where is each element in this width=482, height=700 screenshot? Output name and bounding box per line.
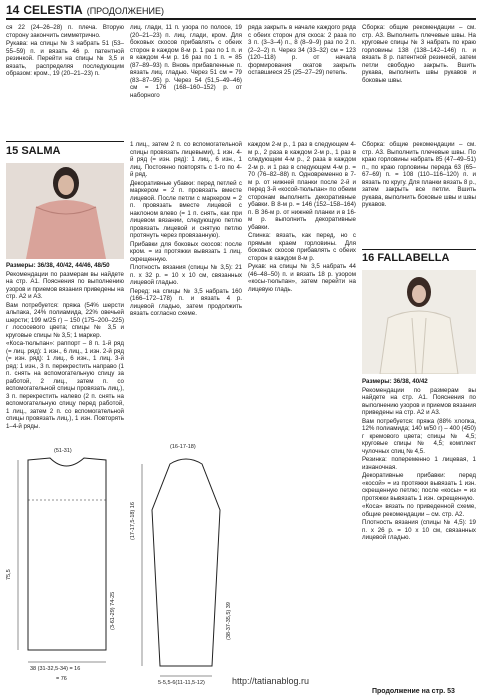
salma-column-right [248, 141, 356, 686]
section-16-heading [362, 252, 449, 264]
pattern-title: CELESTIA [23, 3, 83, 17]
paragraph: Спинка: вязать, как перед, но с прямым краем горловины. Для боковых скосов прибавлять с обеих сторон в каждом 8-м р. [248, 232, 356, 262]
schema-label: (38-37-35,5) 39 [226, 602, 232, 640]
paragraph: ся 22 (24–26–28) п. плеча. Вторую сторону закончить симметрично. [6, 24, 124, 39]
sleeve-outline [130, 440, 242, 690]
schema-label: 5-5,5-6(11-11,5-12) [158, 680, 205, 686]
paragraph: Резинка: попеременно 1 лицевая, 1 изнаночная. [362, 456, 476, 471]
continued-note: Продолжение на стр. 53 [372, 688, 455, 695]
page-header [6, 3, 164, 17]
paragraph: Рекомендации по размерам вы найдете на стр. А1. Пояснения по выполнению узоров и приемов вязания приведены на стр. А2 и А3. [362, 386, 476, 416]
pattern-number: 14 [6, 3, 20, 17]
fallabella-model-photo [362, 270, 476, 374]
schema-label: 38 (31-32,5-34) = 16 [30, 666, 81, 672]
paragraph: каждом 2-м р., 1 раз в следующем 4-м р., 2 раза в каждом 2-м р., 1 раз в следующем 4-м р., 2 раза в каждом 2-м р. и 1 раз в следующем 4-м р. = 70 (76–82–88) п. Одновременно в 7-м р. от нижней планки после 2-й и перед 3-й «косой-тюльпан» по обеим сторонам выполнить декоративные убавки. В 8-м р. = 146 (152–158–164) п. В 36-м р. от нижней планки и в 16-м р. выполнить декоративные убавки. [248, 141, 356, 231]
schema-label: (3-61-29) 74-25 [110, 591, 116, 630]
sizes: Размеры: 36/38, 40/42, 44/46, 48/50 [6, 262, 110, 269]
section-rule [362, 249, 476, 250]
paragraph: Рукав: на спицы № 3,5 набрать 44 (46–48–50) п. и вязать 18 р. узором «косы-тюльпан», затем перейти на лицевую гладь. [248, 263, 356, 293]
schema-label: 75,5 [6, 569, 12, 580]
schema-label: (17-17,5-18) 16 [130, 502, 136, 540]
pattern-subtitle: (ПРОДОЛЖЕНИЕ) [86, 6, 164, 16]
paragraph: «Коса» вязать по приведенной схеме, общие рекомендации – см. стр. А2. [362, 503, 476, 518]
paragraph: Вам потребуется: пряжа (88% хлопка, 12% полиамида; 140 м/50 г) – 400 (450) г кремового цвета; спицы № 4,5; круговые спицы № 4,5; комплект чулочных спиц № 4,5. [362, 417, 476, 455]
salma-column-mid [130, 141, 242, 436]
section-rule [6, 141, 124, 142]
front-back-outline [6, 440, 126, 690]
paragraph: Перед: на спицы № 3,5 набрать 160 (166–172–178) п. и вязать 4 р. лицевой гладью, затем продолжить вязать согласно схеме. [130, 287, 242, 317]
paragraph: Декоративные прибавки: перед «косой» = из протяжки вывязать 1 изн. скрещенную петлю; после «косы» = из протяжки вывязать 1 изн. скрещенную. [362, 472, 476, 502]
schema-label: (51-31) [54, 448, 72, 454]
header-rule [6, 18, 476, 20]
top-column-4 [362, 24, 476, 136]
fallabella-column [362, 378, 476, 684]
top-column-3 [248, 24, 356, 136]
schema-label: (16-17-18) [170, 444, 196, 450]
paragraph: Прибавки для боковых скосов: после кром. = из протяжки вывязать 1 лиц. скрещенную. [130, 240, 242, 263]
top-column-2 [130, 24, 242, 136]
front-back-schematic [6, 440, 126, 690]
sleeve-schematic [130, 440, 242, 690]
salma-column-left [6, 262, 124, 438]
paragraph: лиц. глади, 11 п. узора по полосе, 19 (20–21–23) п. лиц. глади, кром. Для боковых скосов прибавлять с обеих сторон в каждом 8-м р. 1 раз по 1 п. и в каждом 4-м р. 16 раз по 1 п. = 85 (87–89–93) п. Вновь прибавленные п. вязать лиц. гладью. Через 51 см = 79 (83–87–95) р. Через 54 (51,5–49–46) см = 176 (168–160–152) р. от наборного [130, 24, 242, 99]
paragraph: Рукава: на спицы № 3 набрать 51 (53–55–59) п. и вязать 46 р. патентной резинкой. Перейти на спицы № 3,5 и вязать, распределяя последующим образом: кром., 19 (20–21–23) п. [6, 40, 124, 77]
paragraph: Плотность вязания (спицы № 3,5): 21 п. х 32 р. = 10 х 10 см, связанных лицевой гладью. [130, 264, 242, 286]
paragraph: Рекомендации по размерам вы найдете на стр. А1. Пояснения по выполнению узоров и приемов вязания приведены на стр. А2 и А3. [6, 270, 124, 300]
section-title: SALMA [21, 145, 61, 157]
watermark: http://tatianablog.ru [232, 676, 310, 686]
section-number: 16 [362, 252, 375, 264]
paragraph: ряда закрыть в начале каждого ряда с обеих сторон для скоса: 2 раза по 3 п. (3–3–4) п., 8 (8–9–9) раз по 2 п. (2–2–2) п. Через 34 (33–32) см = 123 (120–118) р. от начала формирования окатов закрыть оставшиеся 25 (25–27–29) петель. [248, 24, 356, 76]
paragraph: «Коса-тюльпан»: раппорт – 8 п. 1-й ряд (= лиц. ряд): 1 изн., 6 лиц., 1 изн. 2-й ряд (= изн. ряд): 1 лиц., 6 изн., 1 лиц. 3-й ряд: 1 изн., 3 п. перекрестить направо (1 п. снять на вспомогательную спицу за работой, 2 лиц., затем п. со вспомогательной спицы провязать лиц.), 3 п. перекрестить налево (2 п. снять на вспомогательную спицу перед работой, 1 лиц., затем 2 п. со вспомогательной спицы провязать лиц.), 1 изн. Повторять 1–4-й ряды. [6, 340, 124, 430]
section-title: FALLABELLA [377, 252, 450, 264]
paragraph: Сборка: общие рекомендации – см. стр. А3. Выполнить плечевые швы. По краю горловины набрать 85 (47–49–51) п., по краю горловины переда 63 (65–67–69) п. = 108 (110–116–120) п. и вязать по кругу. Для планки вязать 8 р., затем закрыть все петли. Вшить рукава, выполнить боковые швы и швы рукавов. [362, 141, 476, 208]
section-15-heading [6, 145, 60, 157]
photo-placeholder [362, 270, 476, 374]
photo-placeholder [6, 163, 124, 259]
paragraph: Плотность вязания (спицы № 4,5): 19 п. х 26 р. = 10 х 10 см, связанных лицевой гладью. [362, 519, 476, 541]
paragraph: Декоративные убавки: перед петлей с маркером = 2 п. провязать вместе лицевой. После петли с маркером = 2 п. провязать вместе лицевой с наклоном влево (= 1 п. снять, как при лицевом вязании, следующую петлю провязать лицевой и снятую петлю протянуть через провязанную). [130, 179, 242, 239]
schema-label: = 76 [56, 676, 67, 682]
section-number: 15 [6, 145, 19, 157]
salma-column-far [362, 141, 476, 245]
paragraph: Вам потребуется: пряжа (54% шерсти альпака, 24% полиамида, 22% овечьей шерсти; 199 м/25 г) – 150 (175–200–225) г лососевого цвета; спицы № 3,5 и круговые спицы № 3,5; 1 маркер. [6, 301, 124, 339]
salma-model-photo [6, 163, 124, 259]
paragraph: Сборка: общие рекомендации – см. стр. А3. Выполнить плечевые швы. На круговые спицы № 3 набрать по краю горловины 138 (138–142–146) п. и вязать 8 р. патентной резинкой, затем петли свободно закрыть. Вшить рукава, выполнить швы рукавов и боковые швы. [362, 24, 476, 84]
top-column-1 [6, 24, 124, 136]
paragraph: 1 лиц., затем 2 п. со вспомогательной спицы провязать лицевыми), 1 изн. 4-й ряд (= изн. ряд): 1 лиц., 6 изн., 1 лиц. Постоянно повторять с 1-го по 4-й ряд. [130, 141, 242, 178]
sizes: Размеры: 36/38, 40/42 [362, 378, 428, 385]
